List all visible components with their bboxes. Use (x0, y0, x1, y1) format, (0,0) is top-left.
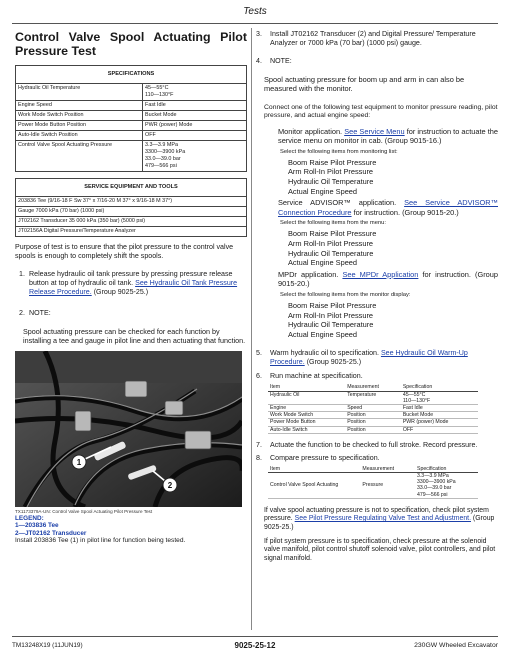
advisor-app-ref: for instruction. (Group 9015-20.) (353, 207, 459, 217)
step-5-text: Warm hydraulic oil to specification. (270, 349, 379, 358)
tool-item: Gauge 7000 kPa (70 bar) (1000 psi) (16, 207, 247, 217)
step-7 (256, 441, 498, 450)
table-row (268, 426, 478, 433)
tool-item: 203836 Tee (9/16-18 F Sw 37° x 7/16-20 M 37° x 9/16-18 M 37°) (16, 197, 247, 207)
table-cell: PWR (power) Mode (401, 419, 478, 426)
pressure-spec-table (268, 466, 478, 499)
step-5-ref: (Group 9025-25.) (306, 358, 362, 367)
spec-value: Fast Idle (143, 101, 247, 111)
legend-item-2: 2—JT02162 Transducer (15, 529, 87, 537)
install-note: Install 203836 Tee (1) in pilot line for function being tested. (15, 537, 186, 545)
table-cell: Control Valve Spool Actuating (268, 472, 360, 498)
step-8 (256, 454, 498, 463)
monitor-app-label: Monitor application. (278, 126, 343, 136)
table-cell: Bucket Mode (401, 412, 478, 419)
table-cell: Engine (268, 404, 345, 411)
column-header: Measurement (360, 466, 415, 473)
table-cell: Speed (345, 404, 401, 411)
pilot-regulating-valve-link[interactable]: See Pilot Pressure Regulating Valve Test and Adjustment. (294, 515, 471, 523)
list-item: Arm Roll-In Pilot Pressure (288, 167, 374, 177)
column-header: Specification (415, 466, 478, 473)
step-number: 8. (256, 453, 262, 462)
table-row (16, 217, 247, 227)
table-row (16, 131, 247, 141)
service-tools-table (15, 178, 247, 237)
purpose-paragraph: Purpose of test is to ensure that the pilot pressure to the control valve spools is enough to completely shift the spools. (15, 243, 234, 260)
step-2 (15, 309, 247, 318)
table-cell: Position (345, 412, 401, 419)
table-cell: Position (345, 426, 401, 433)
legend-item-1: 1—203836 Tee (15, 522, 59, 530)
table-header-row (268, 384, 478, 391)
list-item: Arm Roll-In Pilot Pressure (288, 310, 374, 320)
step-number: 4. (256, 57, 262, 65)
table-row (268, 419, 478, 426)
advisor-application (256, 198, 498, 217)
tools-table-heading: SERVICE EQUIPMENT AND TOOLS (16, 179, 247, 197)
spec-value: 45—55°C 110—130°F (143, 84, 247, 101)
note-label: NOTE: (29, 309, 51, 317)
table-row (16, 121, 247, 131)
page-header (12, 4, 498, 24)
table-cell: Position (345, 419, 401, 426)
monitoring-list (256, 158, 498, 196)
step-number: 5. (256, 349, 262, 358)
callout-1: 1 (76, 458, 82, 467)
connect-instruction: Connect one of the following test equipment to monitor pressure reading, pilot pressure, and actual engine speed: (264, 103, 498, 120)
note-label: NOTE: (270, 57, 292, 65)
step-5 (256, 349, 498, 367)
column-header: Specification (401, 384, 478, 391)
spec-value: PWR (power) Mode (143, 121, 247, 131)
spec-value: 3.3—3.9 MPa 3300—3900 kPa 33.0—39.0 bar 479—566 psi (143, 141, 247, 172)
advisor-app-label: Service ADVISOR™ application. (278, 198, 397, 208)
step-number: 3. (256, 30, 262, 38)
table-row (16, 207, 247, 217)
specifications-table (15, 65, 247, 172)
step-8-text: Compare pressure to specification. (270, 453, 380, 462)
list-item: Arm Roll-In Pilot Pressure (288, 238, 374, 248)
right-column (256, 30, 498, 563)
callout-2: 2 (167, 481, 173, 490)
not-to-spec-ref: (Group 9025-25.) (264, 515, 495, 531)
spec-item: Auto-Idle Switch Position (16, 131, 143, 141)
list-item: Boom Raise Pilot Pressure (288, 300, 377, 310)
step-1 (15, 270, 247, 297)
spec-item: Engine Speed (16, 101, 143, 111)
table-cell: Hydraulic Oil (268, 391, 345, 404)
manual-id: TM13248X19 (11JUN19) (12, 642, 83, 649)
table-row (268, 391, 478, 404)
section-title: Tests (243, 6, 267, 17)
column-header: Item (268, 466, 360, 473)
oil-warm-up-link[interactable]: See Hydraulic Oil Warm-Up Procedure. (270, 349, 468, 367)
table-cell: 3.3—3.9 MPa 3300—3900 kPa 33.0—39.0 bar 479—566 psi (415, 472, 478, 498)
step-6 (256, 372, 498, 381)
page-number: 9025-25-12 (234, 641, 276, 650)
table-header-row (268, 466, 478, 473)
table-cell: Power Mode Button (268, 419, 345, 426)
list-item: Boom Raise Pilot Pressure (288, 157, 377, 167)
to-spec-paragraph: If pilot system pressure is to specification, check pressure at the solenoid valve manifold, pilot control shutoff solenoid valve, pilot controllers, and pilot signal manifold. (264, 537, 496, 562)
table-row (268, 472, 478, 498)
table-cell: Auto-Idle Switch (268, 426, 345, 433)
step-4 (256, 57, 498, 66)
monitor-application (256, 127, 498, 146)
legend-title: LEGEND: (15, 515, 44, 522)
monitor-app-ref: for instruction to actuate the service menu on monitor in cab. (Group 9015-16.) (278, 126, 498, 146)
tool-item: JT02162 Transducer 35 000 kPa (350 bar) (5000 psi) (16, 217, 247, 227)
page-title: Control Valve Spool Actuating Pilot Pressure Test (15, 30, 247, 58)
spec-item: Power Mode Button Position (16, 121, 143, 131)
spec-item: Work Mode Switch Position (16, 111, 143, 121)
hydraulic-lines-photo (15, 351, 242, 507)
mpdr-application-link[interactable]: See MPDr Application (342, 269, 419, 279)
list-item: Actual Engine Speed (288, 329, 358, 339)
table-cell: Temperature (345, 391, 401, 404)
table-row (16, 84, 247, 101)
table-row (268, 412, 478, 419)
display-list (256, 301, 498, 339)
table-row (16, 101, 247, 111)
spec-item: Hydraulic Oil Temperature (16, 84, 143, 101)
column-divider (251, 28, 252, 630)
step-number: 7. (256, 440, 262, 449)
table-cell: Fast Idle (401, 404, 478, 411)
spec-value: OFF (143, 131, 247, 141)
table-row (16, 141, 247, 172)
spec-value: Bucket Mode (143, 111, 247, 121)
advisor-connection-link[interactable]: See Service ADVISOR™ Connection Procedure (278, 198, 498, 217)
step-number: 6. (256, 372, 262, 381)
left-column (15, 30, 247, 545)
spec-table-heading: SPECIFICATIONS (16, 66, 247, 84)
menu-list (256, 229, 498, 267)
select-instruction: Select the following items from the menu: (280, 220, 387, 227)
step-4-note: Spool actuating pressure for boom up and arm in can also be measured with the monitor. (264, 75, 465, 94)
step-1-ref: (Group 9025-25.) (93, 288, 149, 296)
table-cell: OFF (401, 426, 478, 433)
list-item: Hydraulic Oil Temperature (288, 320, 374, 330)
figure-caption: TX1173379A-UN: Control Valve Spool Actuating Pilot Pressure Test (15, 509, 153, 514)
mpdr-application (256, 270, 498, 289)
table-row (268, 404, 478, 411)
table-row (16, 227, 247, 237)
mpdr-app-label: MPDr application. (278, 269, 339, 279)
photo-illustration (15, 351, 242, 507)
step-3-text: Install JT02162 Transducer (2) and Digital Pressure/ Temperature Analyzer or 7000 kPa (70 bar) (1000 psi) gauge. (270, 30, 476, 47)
list-item: Hydraulic Oil Temperature (288, 177, 374, 186)
machine-spec-table (268, 384, 478, 433)
step-1-text: Release hydraulic oil tank pressure by pressing pressure release button at top of hydraulic oil tank. (29, 270, 233, 287)
table-cell: 45—55°C 110—130°F (401, 391, 478, 404)
table-row (16, 111, 247, 121)
mpdr-app-ref: for instruction. (Group 9015-20.) (278, 269, 498, 289)
step-number: 2. (19, 309, 25, 317)
step-3 (256, 30, 498, 48)
table-row (16, 197, 247, 207)
pressure-release-link[interactable]: See Hydraulic Oil Tank Pressure Release Procedure. (29, 279, 238, 296)
select-instruction: Select the following items from the monitor display: (280, 291, 411, 298)
service-menu-link[interactable]: See Service Menu (344, 126, 405, 136)
note-body: Spool actuating pressure can be checked for each function by installing a tee and gauge in pilot line and then actuating that function. (23, 327, 246, 345)
table-cell: Pressure (360, 472, 415, 498)
list-item: Actual Engine Speed (288, 186, 358, 196)
not-to-spec-text: If valve spool actuating pressure is not to specification, check pilot system pressure. (264, 506, 489, 523)
list-item: Hydraulic Oil Temperature (288, 248, 374, 258)
column-header: Item (268, 384, 345, 391)
tool-item: JT02156A Digital Pressure/Temperature Analyzer (16, 227, 247, 237)
list-item: Boom Raise Pilot Pressure (288, 229, 377, 239)
step-6-text: Run machine at specification. (270, 372, 363, 381)
list-item: Actual Engine Speed (288, 258, 358, 268)
machine-model: 230GW Wheeled Excavator (414, 642, 498, 649)
select-instruction: Select the following items from monitoring list: (280, 148, 398, 155)
page-footer (12, 636, 498, 652)
step-number: 1. (19, 270, 25, 278)
column-header: Measurement (345, 384, 401, 391)
spec-item: Control Valve Spool Actuating Pressure (16, 141, 143, 172)
not-to-spec-paragraph (256, 507, 498, 533)
table-cell: Work Mode Switch (268, 412, 345, 419)
step-7-text: Actuate the function to be checked to full stroke. Record pressure. (270, 440, 478, 449)
